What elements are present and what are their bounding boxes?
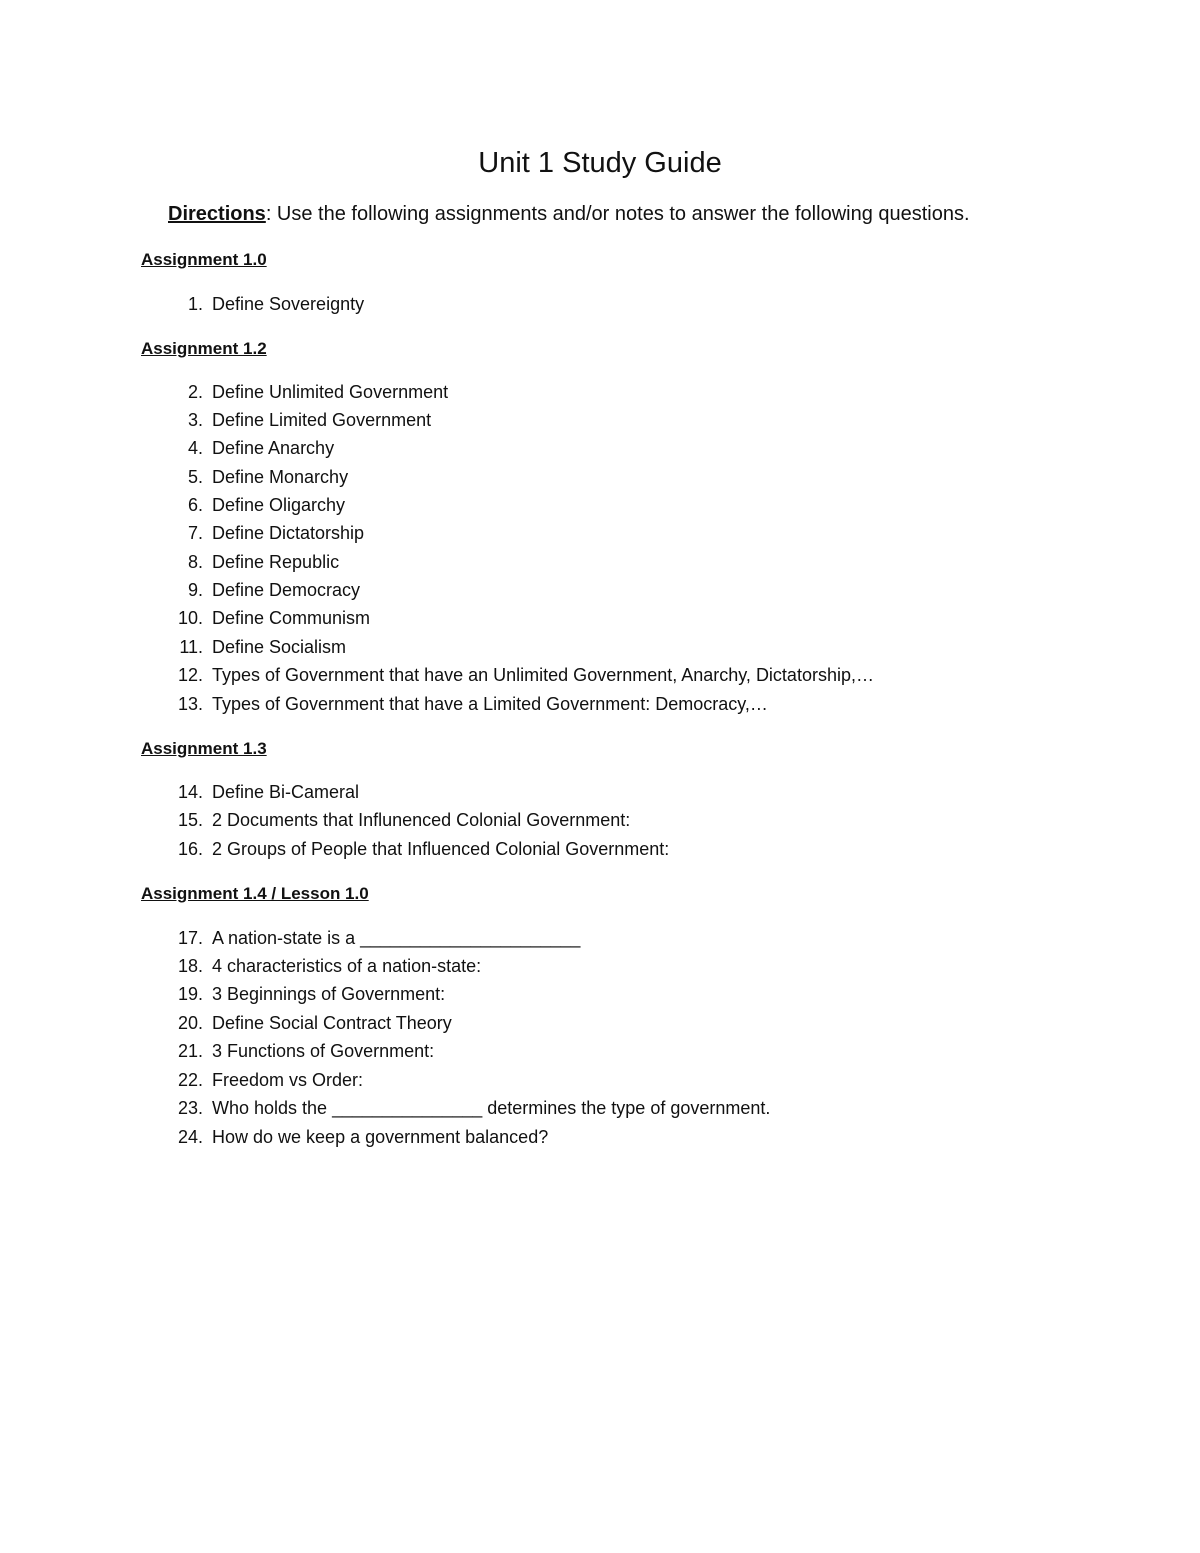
question-number: 12. (177, 665, 203, 685)
question-text: 4 characteristics of a nation-state: (212, 956, 482, 976)
directions-label: Directions (168, 203, 266, 225)
question-number: 5. (187, 467, 203, 487)
question-number: 21. (177, 1041, 203, 1061)
question-number: 4. (187, 438, 203, 458)
question-number: 19. (177, 984, 203, 1004)
question-number: 24. (177, 1127, 203, 1147)
directions-colon: : (265, 203, 272, 225)
question-number: 8. (187, 552, 203, 572)
question-text: Define Oligarchy (212, 495, 346, 515)
question-number: 13. (177, 694, 203, 714)
question-text: Define Democracy (212, 580, 361, 600)
directions (168, 199, 970, 229)
question-text: 3 Functions of Government: (212, 1041, 435, 1061)
question-number: 1. (187, 294, 203, 314)
question-text: Define Dictatorship (212, 523, 365, 543)
question-text: Who holds the _______________ determines the type of government. (212, 1098, 771, 1118)
question-text: 2 Documents that Influnenced Colonial Government: (212, 810, 631, 830)
question-number: 10. (177, 608, 203, 628)
question-text: Define Republic (212, 552, 340, 572)
question-text: Define Monarchy (212, 467, 349, 487)
question-number: 11. (179, 637, 203, 657)
question-text: Define Social Contract Theory (212, 1013, 452, 1033)
directions-text: Use the following assignments and/or notes to answer the following questions. (271, 203, 970, 225)
question-text: Define Unlimited Government (212, 382, 449, 402)
question-text: Types of Government that have a Limited Government: Democracy,… (212, 694, 768, 714)
question-text: A nation-state is a ______________________ (212, 928, 581, 948)
section-heading-assignment-1-4-lesson-1-0: Assignment 1.4 / Lesson 1.0 (141, 884, 369, 903)
page-title: Unit 1 Study Guide (478, 147, 722, 179)
section-heading-assignment-1-0: Assignment 1.0 (141, 250, 267, 269)
question-text: Define Limited Government (212, 410, 432, 430)
question-number: 17. (177, 928, 203, 948)
question-number: 3. (187, 410, 203, 430)
question-number: 2. (187, 382, 203, 402)
question-number: 9. (187, 580, 203, 600)
section-heading-assignment-1-2: Assignment 1.2 (141, 339, 267, 358)
question-number: 23. (177, 1098, 203, 1118)
question-number: 15. (177, 810, 203, 830)
section-heading-assignment-1-3: Assignment 1.3 (141, 739, 267, 758)
question-text: Freedom vs Order: (212, 1070, 364, 1090)
question-number: 14. (177, 782, 203, 802)
question-text: How do we keep a government balanced? (212, 1127, 549, 1147)
question-text: Define Sovereignty (212, 294, 365, 314)
question-number: 16. (177, 839, 203, 859)
question-text: Types of Government that have an Unlimited Government, Anarchy, Dictatorship,… (212, 665, 874, 685)
question-text: Define Communism (212, 608, 371, 628)
question-text: Define Socialism (212, 637, 347, 657)
question-number: 6. (187, 495, 203, 515)
question-text: 3 Beginnings of Government: (212, 984, 446, 1004)
question-number: 7. (187, 523, 203, 543)
question-text: Define Anarchy (212, 438, 335, 458)
question-text: 2 Groups of People that Influenced Colonial Government: (212, 839, 670, 859)
question-number: 20. (177, 1013, 203, 1033)
question-number: 22. (177, 1070, 203, 1090)
question-text: Define Bi-Cameral (212, 782, 360, 802)
question-number: 18. (177, 956, 203, 976)
